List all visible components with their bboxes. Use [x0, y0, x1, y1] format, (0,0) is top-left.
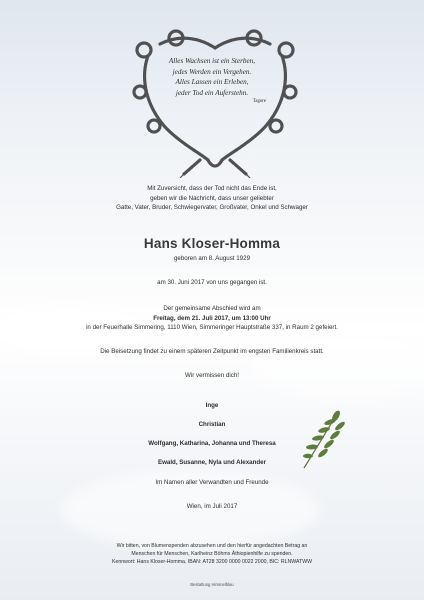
farewell-location: in der Feuerhalle Simmering, 1110 Wien, Simmeringer Hauptstraße 337, in Raum 2 gefeiert.: [86, 324, 338, 332]
donation-line: Kennwort: Hans Kloser-Homma, IBAN: AT28 3200 0000 0022 2000, BIC: RLNWATWW: [112, 559, 312, 566]
donation-line: Wir bitten, von Blumenspenden abzusehen und den hierfür angedachten Betrag an: [116, 543, 308, 549]
cloud: [250, 330, 424, 400]
death-notice: am 30. Juni 2017 von uns gegangen ist.: [157, 279, 267, 286]
farewell-line: Der gemeinsame Abschied wird am: [163, 305, 261, 312]
donation-note: [0, 542, 424, 567]
burial-notice: Die Beisetzung findet zu einem späteren Zeitpunkt im engsten Familienkreis statt.: [100, 348, 324, 355]
intro-line: geben wir die Nachricht, dass unser geliebter: [150, 194, 274, 202]
miss-you: Wir vermissen dich!: [185, 372, 239, 379]
farewell-date: Freitag, dem 21. Juli 2017, um 13:00 Uhr: [153, 314, 271, 322]
place-date: Wien, im Juli 2017: [186, 503, 238, 510]
deceased-name: Hans Kloser-Homma: [143, 236, 281, 251]
family-member: Christian: [198, 421, 226, 428]
intro-line: Gatte, Vater, Bruder, Schwiegervater, Großvater, Onkel und Schwager: [116, 204, 308, 212]
poem: [142, 56, 282, 105]
family-list: [0, 396, 424, 472]
relatives-line: Im Namen aller Verwandten und Freunde: [155, 479, 269, 486]
poem-line: Alles Lassen ein Erleben,: [175, 78, 249, 87]
family-member: Inge: [205, 402, 219, 409]
farewell-info: [0, 304, 424, 333]
poem-line: Alles Wachsen ist ein Sterben,: [168, 57, 256, 65]
undertaker: Bestattung Himmelblau: [190, 582, 234, 587]
intro-line: Mit Zuversicht, dass der Tod nicht das Ende ist,: [147, 185, 277, 192]
leaf-sprig-icon: [296, 408, 346, 470]
birth-date: geboren am 8. August 1929: [173, 255, 251, 262]
donation-line: Menschen für Menschen, Karlheinz Böhms Äthiopienhilfe zu spenden.: [131, 551, 293, 558]
poem-author: Tagore: [252, 99, 266, 105]
intro-text: [0, 184, 424, 213]
poem-line: jeder Tod ein Auferstehn.: [175, 88, 249, 97]
poem-line: jedes Werden ein Vergehen.: [172, 67, 252, 76]
family-member: Ewald, Susanne, Nyla und Alexander: [157, 459, 267, 466]
family-member: Wolfgang, Katharina, Johanna und Theresa: [148, 440, 276, 447]
